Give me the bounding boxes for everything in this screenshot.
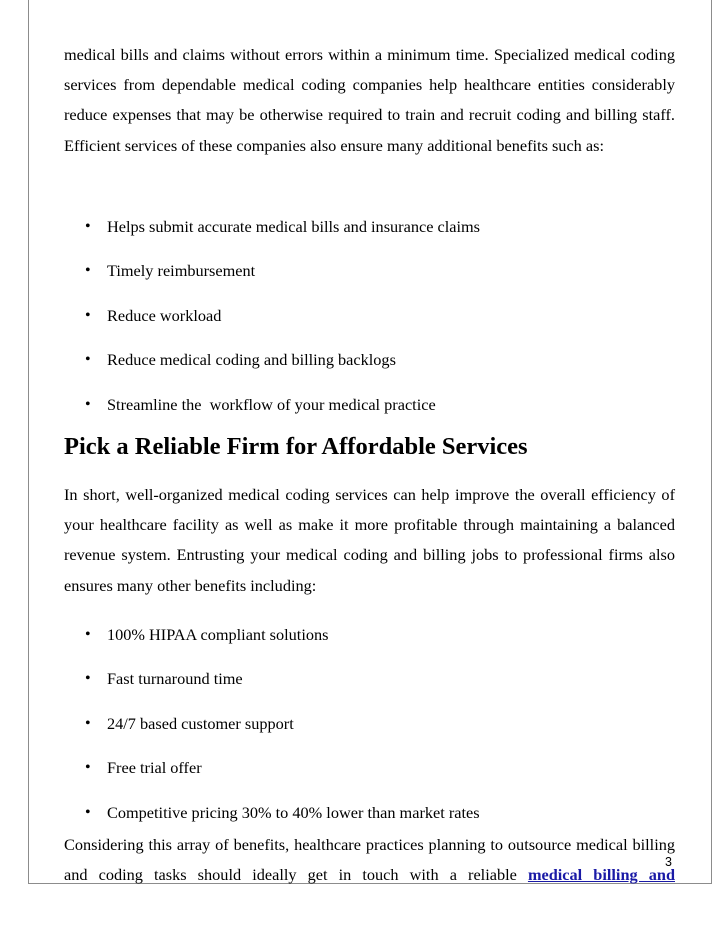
list-item-text: Competitive pricing 30% to 40% lower than market rates — [107, 802, 480, 822]
bullet-icon: • — [85, 218, 91, 235]
page-number: 3 — [665, 855, 672, 869]
summary-paragraph: In short, well-organized medical coding services can help improve the overall efficiency of your healthcare facility as well as make it more profitable through maintaining a balanced revenue system. Entrusting your medical coding and billing jobs to professional firms also ensures many other benefits including: — [64, 484, 675, 595]
bullet-icon: • — [85, 262, 91, 280]
bullet-icon: • — [85, 759, 91, 777]
list-item-text: Fast turnaround time — [107, 669, 243, 689]
list-item — [64, 798, 675, 842]
intro-paragraph: medical bills and claims without errors within a minimum time. Specialized medical coding services from dependable medical coding companies help healthcare entities considerably reduce expenses that may be otherwise required to train and recruit coding and billing staff. Efficient services of these companies also ensure many additional benefits such as: — [64, 45, 675, 155]
bullet-icon: • — [85, 625, 91, 643]
bullet-icon: • — [85, 714, 91, 732]
medical-billing-link[interactable]: medical billing and — [527, 865, 675, 885]
list-item-text: Helps submit accurate medical bills and insurance claims — [107, 217, 480, 236]
list-item — [64, 301, 675, 345]
closing-paragraph-text: Considering this array of benefits, healthcare practices planning to outsource medical billing and coding tasks should ideally get in touch with a reliable — [64, 834, 675, 885]
bullet-icon: • — [85, 351, 91, 369]
list-item — [64, 256, 675, 300]
services-benefits-list — [64, 620, 675, 842]
bullet-icon: • — [85, 306, 91, 324]
page-content — [64, 40, 675, 890]
list-item — [64, 664, 675, 708]
list-item — [64, 212, 675, 256]
list-item-text: 24/7 based customer support — [107, 713, 294, 733]
list-item — [64, 620, 675, 664]
list-item — [64, 390, 675, 434]
list-item — [64, 753, 675, 797]
benefits-list — [64, 212, 675, 434]
list-item-text: 100% HIPAA compliant solutions — [107, 624, 329, 644]
bullet-icon: • — [85, 670, 91, 688]
bullet-icon: • — [85, 395, 91, 413]
list-item — [64, 709, 675, 753]
list-item-text: Reduce medical coding and billing backlogs — [107, 350, 396, 370]
list-item-text: Reduce workload — [107, 305, 222, 325]
list-item — [64, 345, 675, 389]
bullet-icon: • — [85, 803, 91, 821]
list-item-text: Free trial offer — [107, 758, 202, 778]
list-item-text: Streamline the workflow of your medical practice — [107, 394, 436, 414]
section-heading: Pick a Reliable Firm for Affordable Services — [64, 432, 528, 460]
list-item-text: Timely reimbursement — [107, 261, 256, 281]
